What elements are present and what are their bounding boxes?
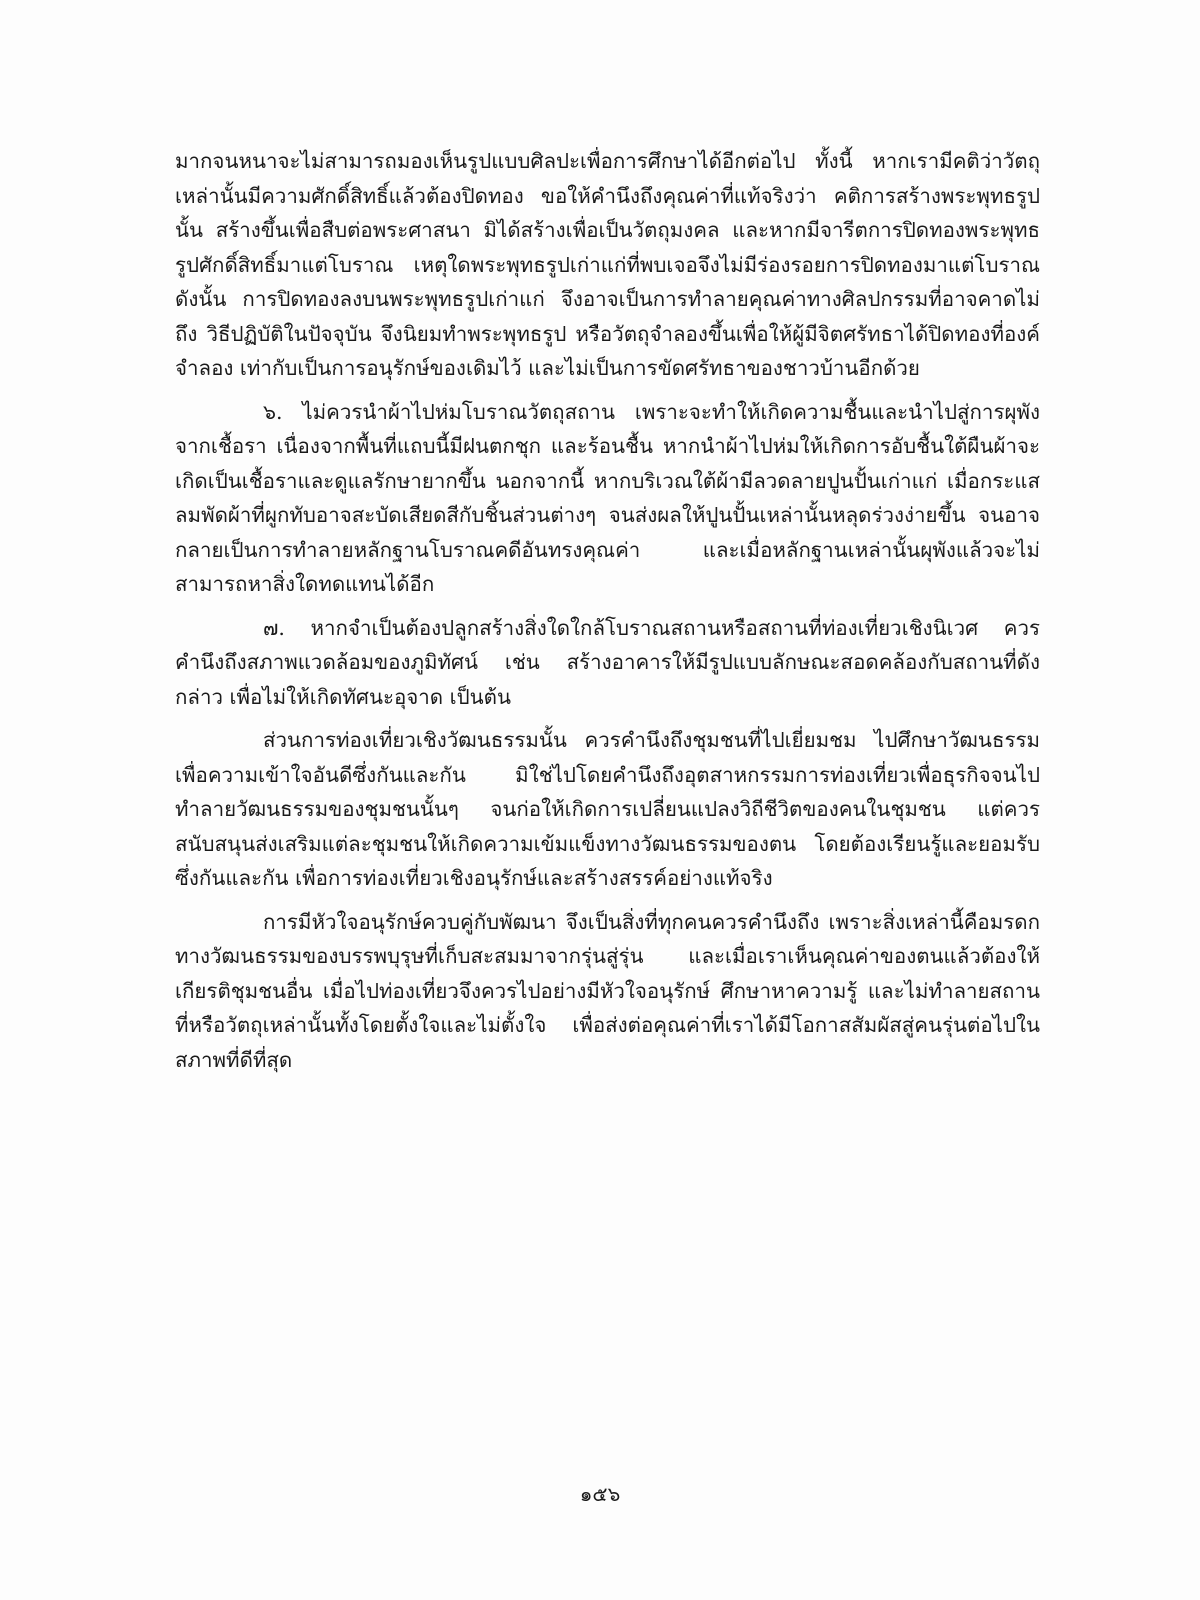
- paragraph-item-7-construction: ๗. หากจำเป็นต้องปลูกสร้างสิ่งใดใกล้โบราณสถานหรือสถานที่ท่องเที่ยวเชิงนิเวศ ควรคำนึงถึงสภาพแวดล้อมของภูมิทัศน์ เช่น สร้างอาคารให้มีรูปแบบลักษณะสอดคล้องกับสถานที่ดังกล่าว เพื่อไม่ให้เกิดทัศนะอุจาด เป็นต้น: [175, 615, 1040, 709]
- body-text: [175, 144, 1040, 1077]
- paragraph-cultural-tourism: ส่วนการท่องเที่ยวเชิงวัฒนธรรมนั้น ควรคำนึงถึงชุมชนที่ไปเยี่ยมชม ไปศึกษาวัฒนธรรมเพื่อความเข้าใจอันดีซึ่งกันและกัน มิใช่ไปโดยคำนึงถึงอุตสาหกรรมการท่องเที่ยวเพื่อธุรกิจจนไปทำลายวัฒนธรรมของชุมชนนั้นๆ จนก่อให้เกิดการเปลี่ยนแปลงวิถีชีวิตของคนในชุมชน แต่ควรสนับสนุนส่งเสริมแต่ละชุมชนให้เกิดความเข้มแข็งทางวัฒนธรรมของตน โดยต้องเรียนรู้และยอมรับซึ่งกันและกัน เพื่อการท่องเที่ยวเชิงอนุรักษ์และสร้างสรรค์อย่างแท้จริง: [175, 728, 1040, 890]
- paragraph-conservation-heart: การมีหัวใจอนุรักษ์ควบคู่กับพัฒนา จึงเป็นสิ่งที่ทุกคนควรคำนึงถึง เพราะสิ่งเหล่านี้คือมรดกทางวัฒนธรรมของบรรพบุรุษที่เก็บสะสมมาจากรุ่นสู่รุ่น และเมื่อเราเห็นคุณค่าของตนแล้วต้องให้เกียรติชุมชนอื่น เมื่อไปท่องเที่ยวจึงควรไปอย่างมีหัวใจอนุรักษ์ ศึกษาหาความรู้ และไม่ทำลายสถานที่หรือวัตถุเหล่านั้นทั้งโดยตั้งใจและไม่ตั้งใจ เพื่อส่งต่อคุณค่าที่เราได้มีโอกาสสัมผัสสู่คนรุ่นต่อไปในสภาพที่ดีที่สุด: [175, 909, 1040, 1072]
- paragraph-item-6-cloth-wrapping: ๖. ไม่ควรนำผ้าไปห่มโบราณวัตถุสถาน เพราะจะทำให้เกิดความชื้นและนำไปสู่การผุพังจากเชื้อรา เนื่องจากพื้นที่แถบนี้มีฝนตกชุก และร้อนชื้น หากนำผ้าไปห่มให้เกิดการอับชื้นใต้ผืนผ้าจะเกิดเป็นเชื้อราและดูแลรักษายากขึ้น นอกจากนี้ หากบริเวณใต้ผ้ามีลวดลายปูนปั้นเก่าแก่ เมื่อกระแสลมพัดผ้าที่ผูกทับอาจสะบัดเสียดสีกับชิ้นส่วนต่างๆ จนส่งผลให้ปูนปั้นเหล่านั้นหลุดร่วงง่ายขึ้น จนอาจกลายเป็นการทำลายหลักฐานโบราณคดีอันทรงคุณค่า และเมื่อหลักฐานเหล่านั้นผุพังแล้วจะไม่สามารถหาสิ่งใดทดแทนได้อีก: [175, 399, 1040, 596]
- paragraph-gilding-continuation: มากจนหนาจะไม่สามารถมองเห็นรูปแบบศิลปะเพื่อการศึกษาได้อีกต่อไป ทั้งนี้ หากเรามีคติว่าวัตถุเหล่านั้นมีความศักดิ์สิทธิ์แล้วต้องปิดทอง ขอให้คำนึงถึงคุณค่าที่แท้จริงว่า คติการสร้างพระพุทธรูปนั้น สร้างขึ้นเพื่อสืบต่อพระศาสนา มิได้สร้างเพื่อเป็นวัตถุมงคล และหากมีจารีตการปิดทองพระพุทธรูปศักดิ์สิทธิ์มาแต่โบราณ เหตุใดพระพุทธรูปเก่าแก่ที่พบเจอจึงไม่มีร่องรอยการปิดทองมาแต่โบราณ ดังนั้น การปิดทองลงบนพระพุทธรูปเก่าแก่ จึงอาจเป็นการทำลายคุณค่าทางศิลปกรรมที่อาจคาดไม่ถึง วิธีปฏิบัติในปัจจุบัน จึงนิยมทำพระพุทธรูป หรือวัตถุจำลองขึ้นเพื่อให้ผู้มีจิตศรัทธาได้ปิดทองที่องค์จำลอง เท่ากับเป็นการอนุรักษ์ของเดิมไว้ และไม่เป็นการขัดศรัทธาของชาวบ้านอีกด้วย: [175, 149, 1040, 380]
- page-number: ๑๕๖: [579, 1482, 621, 1506]
